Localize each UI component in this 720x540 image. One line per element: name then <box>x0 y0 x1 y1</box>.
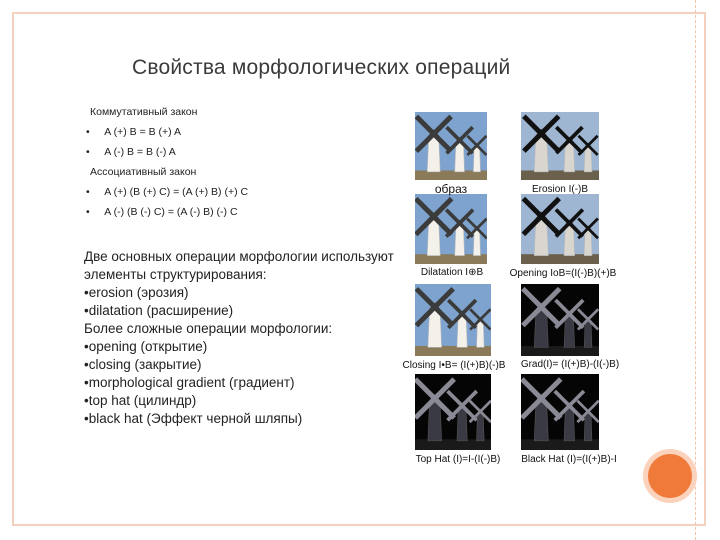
associative-law-title: Ассоциативный закон <box>90 166 197 178</box>
image-caption: образ <box>434 182 468 196</box>
windmill-image-dilatation <box>415 194 487 264</box>
image-caption: Grad(I)= (I(+)B)-(I(-)B) <box>520 359 620 370</box>
body-line: •erosion (эрозия) <box>84 285 189 300</box>
body-line: •dilatation (расширение) <box>84 303 234 318</box>
image-caption: Dilatation I⊕B <box>420 267 484 278</box>
body-line: элементы структурирования: <box>84 267 267 282</box>
windmill-image-opening <box>521 194 599 264</box>
commutative-law-title: Коммутативный закон <box>90 106 198 118</box>
body-line: •opening (открытие) <box>84 339 208 354</box>
associative-law-item: • A (-) (B (-) C) = (A (-) B) (-) C <box>86 206 238 218</box>
image-caption: Top Hat (I)=I-(I(-)B) <box>415 454 501 465</box>
commutative-law-item: • A (-) B = B (-) A <box>86 146 176 158</box>
body-line: •black hat (Эффект черной шляпы) <box>84 411 303 426</box>
windmill-image-gradient <box>521 284 599 356</box>
body-line: Более сложные операции морфологии: <box>84 321 333 336</box>
windmill-image-original <box>415 112 487 180</box>
commutative-law-item: • A (+) B = B (+) A <box>86 126 182 138</box>
windmill-image-erosion <box>521 112 599 180</box>
slide-edge-line <box>695 0 697 540</box>
windmill-image-closing <box>415 284 491 356</box>
body-line: •morphological gradient (градиент) <box>84 375 295 390</box>
windmill-image-top-hat <box>415 374 491 450</box>
associative-law-item: • A (+) (B (+) C) = (A (+) B) (+) C <box>86 186 249 198</box>
image-caption: Opening IoB=(I(-)B)(+)B <box>509 268 617 279</box>
windmill-image-black-hat <box>521 374 599 450</box>
image-caption: Black Hat (I)=(I(+)B)-I <box>521 454 617 465</box>
body-line: •closing (закрытие) <box>84 357 202 372</box>
image-caption: Erosion I(-)B <box>531 184 589 195</box>
slide-title: Свойства морфологических операций <box>132 56 511 79</box>
body-line: Две основных операции морфологии используют <box>84 249 394 264</box>
body-line: •top hat (цилиндр) <box>84 393 197 408</box>
decorative-orange-circle <box>643 449 697 503</box>
image-caption: Closing I•B= (I(+)B)(-)B <box>402 360 506 371</box>
